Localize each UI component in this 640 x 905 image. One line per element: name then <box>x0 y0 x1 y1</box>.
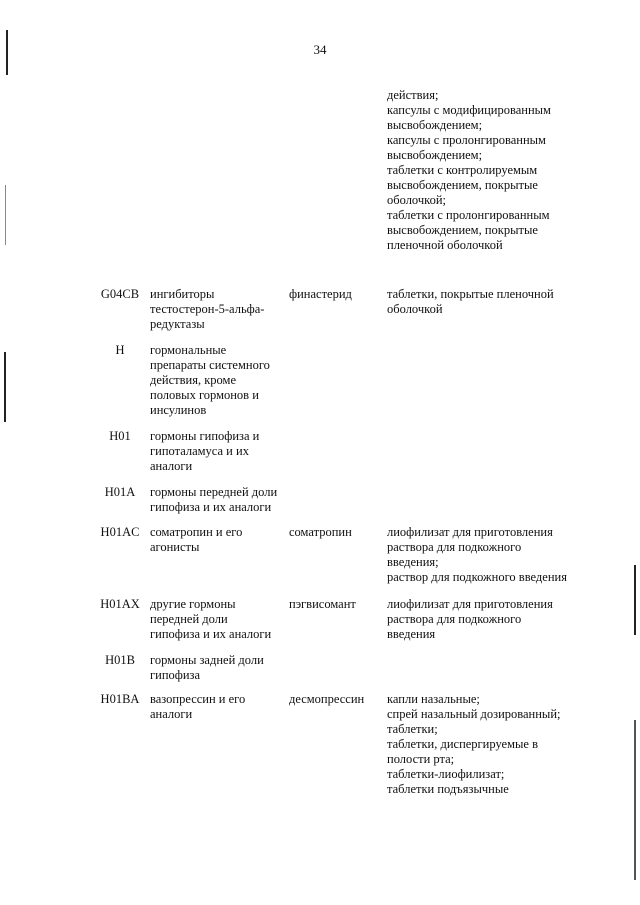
atc-code: G04CB <box>100 287 140 301</box>
atc-group-name: соматропин и его агонисты <box>150 525 243 554</box>
page-number: 34 <box>313 42 327 57</box>
atc-group-name: гормоны передней доли гипофиза и их аналоги <box>150 485 278 514</box>
inn-name: финастерид <box>289 287 352 301</box>
atc-code: H01BA <box>100 692 140 706</box>
inn-name: пэгвисомант <box>289 597 356 611</box>
dosage-form-line: таблетки с контролируемым <box>387 163 538 177</box>
dosage-form-line: капсулы с пролонгированным <box>387 133 546 147</box>
scan-edge-mark <box>5 185 6 245</box>
scan-edge-mark <box>6 30 8 75</box>
inn-name: десмопрессин <box>289 692 365 706</box>
dosage-forms: лиофилизат для приготовления раствора для подкожного введения <box>387 597 553 641</box>
atc-code: H01AX <box>100 597 140 611</box>
dosage-forms: лиофилизат для приготовления раствора для подкожного введения; раствор для подкожного введения <box>387 525 567 584</box>
atc-code: H01AC <box>100 525 140 539</box>
dosage-forms: таблетки, покрытые пленочной оболочкой <box>387 287 554 316</box>
scan-edge-mark <box>634 565 636 635</box>
dosage-form-line: высвобождением, покрытые <box>387 178 538 192</box>
atc-group-name: ингибиторы тестостерон-5-альфа- редуктазы <box>150 287 265 331</box>
dosage-form-line: таблетки с пролонгированным <box>387 208 550 222</box>
dosage-form-line: оболочкой; <box>387 193 446 207</box>
dosage-form-line: капсулы с модифицированным <box>387 103 551 117</box>
atc-code: H01 <box>109 429 131 443</box>
atc-group-name: гормональные препараты системного действия, кроме половых гормонов и инсулинов <box>150 343 270 417</box>
dosage-forms: капли назальные; спрей назальный дозированный; таблетки; таблетки, диспергируемые в полости рта; таблетки-лиофилизат; таблетки подъязычные <box>387 692 561 796</box>
atc-group-name: гормоны гипофиза и гипоталамуса и их аналоги <box>150 429 260 473</box>
dosage-form-line: пленочной оболочкой <box>387 238 503 252</box>
dosage-form-line: высвобождением; <box>387 118 483 132</box>
dosage-form-line: высвобождением; <box>387 148 483 162</box>
atc-group-name: гормоны задней доли гипофиза <box>150 653 264 682</box>
atc-code: H <box>115 343 125 357</box>
dosage-form-line: высвобождением, покрытые <box>387 223 538 237</box>
atc-group-name: вазопрессин и его аналоги <box>150 692 246 721</box>
inn-name: соматропин <box>289 525 352 539</box>
atc-code: H01B <box>105 653 135 667</box>
scan-edge-mark <box>4 352 6 422</box>
atc-code: H01A <box>104 485 136 499</box>
dosage-form-line: действия; <box>387 88 439 102</box>
scan-edge-mark <box>634 720 636 880</box>
atc-group-name: другие гормоны передней доли гипофиза и их аналоги <box>150 597 272 641</box>
continuation-forms <box>387 88 587 253</box>
